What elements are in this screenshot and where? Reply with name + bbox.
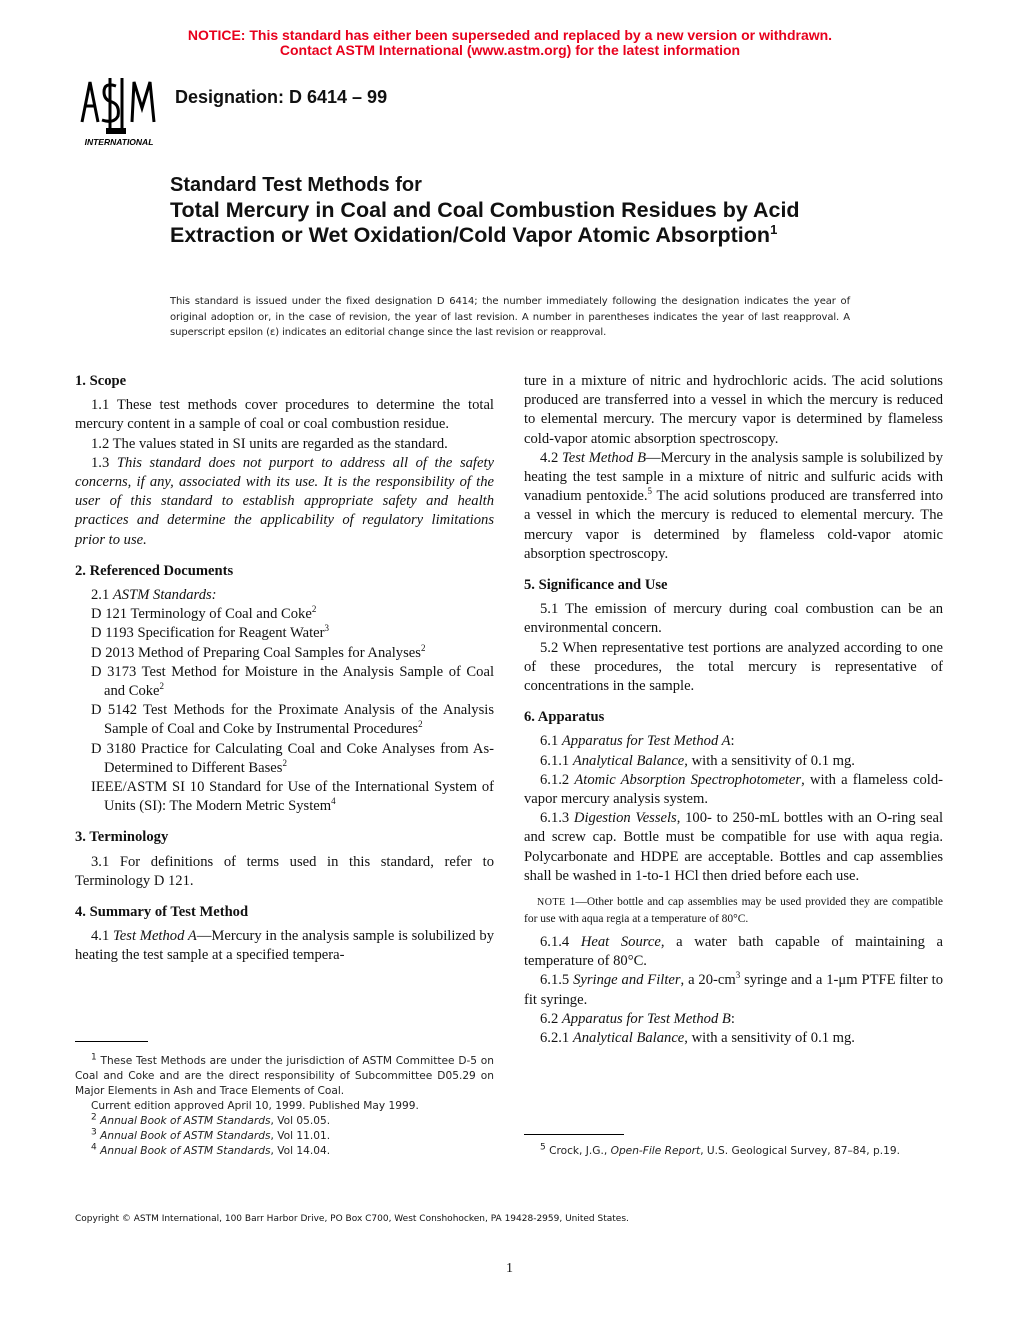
text-run: 5.2 When representative test portions are analyzed according to one of these procedures, the total mercury is representative of concentrations in the sample.	[524, 639, 943, 695]
footnote-ref: 5	[647, 486, 653, 497]
designation: Designation: D 6414 – 99	[175, 87, 388, 107]
document-title	[170, 173, 870, 248]
footnote	[75, 1114, 494, 1129]
footnote	[75, 1054, 494, 1099]
text-run: , Vol 05.05.	[270, 1115, 331, 1127]
text-run: , a 20-cm	[680, 972, 736, 989]
section-heading	[75, 828, 494, 847]
title-main	[170, 198, 870, 248]
footnote-ref: 5	[540, 1142, 546, 1153]
text-run: Crock, J.G.,	[545, 1145, 611, 1157]
footnote-ref: 1	[91, 1052, 97, 1063]
text-run: D 5142 Test Methods for the Proximate Analysis of the Analysis Sample of Coal and Coke by Instrumental Procedures	[91, 702, 494, 738]
section-heading	[75, 372, 494, 391]
paragraph	[75, 605, 494, 624]
text-run: 6.1.4	[540, 934, 581, 951]
paragraph	[75, 454, 494, 550]
text-run: These Test Methods are under the jurisdiction of ASTM Committee D-5 on Coal and Coke and are the direct responsibility of Subcommittee D05.29 on Major Elements in Ash and Trace Elements of Coal.	[75, 1055, 494, 1097]
paragraph	[75, 663, 494, 701]
astm-logo-icon	[76, 72, 162, 148]
paragraph	[524, 933, 943, 971]
paragraph	[75, 927, 494, 965]
paragraph	[75, 778, 494, 816]
footnote	[75, 1144, 494, 1159]
text-run: D 2013 Method of Preparing Coal Samples for Analyses	[91, 644, 421, 661]
footnote-ref: 2	[420, 642, 426, 653]
text-run: D 1193 Specification for Reagent Water	[91, 625, 325, 642]
text-run: 5. Significance and Use	[524, 577, 668, 594]
text-run: Annual Book of ASTM Standards	[100, 1145, 271, 1157]
footnote-ref: 2	[282, 758, 287, 768]
paragraph	[75, 701, 494, 739]
text-run: syringe and a 1-μm PTFE filter to fit syringe.	[524, 972, 943, 1008]
text-run: Annual Book of ASTM Standards	[100, 1115, 271, 1127]
text-run: This standard does not purport to address all of the safety concerns, if any, associated with its use. It is the responsibility of the user of this standard to establish appropriate safety and health practices and determine the applicability of regulatory limitations prior to use.	[75, 454, 494, 548]
footnote-ref: 4	[331, 796, 336, 807]
notice-line-2: Contact ASTM International (www.astm.org) for the latest information	[279, 42, 741, 58]
text-run: ture in a mixture of nitric and hydrochloric acids. The acid solutions produced are transferred into a vessel in which the mercury is reduced to elemental mercury. The mercury vapor is determined by flameless cold-vapor atomic absorption spectroscopy.	[524, 373, 943, 447]
paragraph	[75, 644, 494, 663]
text-run: Analytical Balance	[572, 752, 685, 769]
section-heading	[75, 903, 494, 922]
text-run: Digestion Vessels	[573, 810, 677, 827]
paragraph	[524, 639, 943, 697]
text-run: Analytical Balance	[572, 1030, 685, 1047]
paragraph	[75, 586, 494, 605]
title-line-1: Standard Test Methods for	[170, 174, 422, 196]
note	[524, 894, 943, 927]
text-run: D 121 Terminology of Coal and Coke	[91, 606, 312, 623]
paragraph	[524, 600, 943, 638]
logo-subtext: INTERNATIONAL	[84, 137, 154, 147]
paragraph	[524, 752, 943, 771]
text-run: D 3173 Test Method for Moisture in the Analysis Sample of Coal and Coke	[91, 663, 494, 700]
text-run: , with a flameless cold-vapor mercury analysis system.	[524, 771, 943, 808]
text-run: D 3180 Practice for Calculating Coal and Coke Analyses from As-Determined to Different Bases	[91, 740, 494, 776]
notice-line-1: NOTICE: This standard has either been superseded and replaced by a new version or withdrawn.	[187, 27, 833, 43]
footnotes-left	[75, 1054, 494, 1159]
text-run: Test Method A	[113, 928, 197, 945]
text-run: 6.1.3	[540, 810, 574, 827]
text-run: 6. Apparatus	[524, 709, 605, 726]
text-run: 3.1 For definitions of terms used in this standard, refer to Terminology D 121.	[75, 853, 494, 889]
text-run: , U.S. Geological Survey, 87–84, p.19.	[700, 1145, 900, 1157]
paragraph	[75, 853, 494, 891]
right-column	[524, 372, 943, 1048]
footnote-ref: 3	[91, 1127, 97, 1138]
text-run: Test Method B	[562, 449, 646, 466]
footnote-rule-left	[75, 1041, 148, 1042]
text-run: 1.2 The values stated in SI units are regarded as the standard.	[91, 435, 448, 452]
paragraph	[75, 624, 494, 643]
text-run: :	[730, 733, 735, 750]
text-run: Apparatus for Test Method A	[561, 733, 731, 750]
footnote-ref: 3	[324, 623, 329, 634]
text-run: Apparatus for Test Method B	[561, 1010, 731, 1027]
footnote-ref: 2	[311, 604, 317, 615]
footnote-ref: 4	[91, 1142, 97, 1153]
text-run: ASTM Standards:	[112, 587, 217, 604]
text-run: 1—Other bottle and cap assemblies may be used provided they are compatible for use with aqua regia at a temperature of 80°C.	[524, 896, 943, 926]
paragraph	[524, 372, 943, 449]
text-run: Annual Book of ASTM Standards	[100, 1130, 271, 1142]
text-run: —Mercury in the analysis sample is solubilized by heating the test sample in a mixture of nitric and sulfuric acids with vanadium pentoxide.	[524, 449, 944, 505]
text-run: 6.2.1	[540, 1030, 573, 1047]
footnote-ref: 3	[735, 970, 741, 981]
text-run: 1.1 These test methods cover procedures to determine the total mercury content in a sample of coal or coal combustion residue.	[75, 397, 494, 433]
section-heading	[524, 708, 943, 727]
paragraph	[524, 449, 943, 564]
text-run: 1.3	[91, 454, 117, 471]
text-run: 2. Referenced Documents	[75, 562, 234, 579]
footnote-ref: 2	[418, 719, 423, 730]
text-run: —Mercury in the analysis sample is solubilized by heating the test sample at a specified tempera-	[75, 928, 495, 964]
text-run: Heat Source	[580, 934, 661, 951]
text-run: , with a sensitivity of 0.1 mg.	[684, 752, 855, 769]
paragraph	[75, 435, 494, 454]
text-run: , Vol 11.01.	[270, 1130, 331, 1142]
paragraph	[75, 740, 494, 778]
text-run: Open-File Report	[610, 1145, 701, 1157]
text-run: :	[730, 1010, 735, 1027]
paragraph	[524, 971, 943, 1009]
footnote-rule-right	[524, 1134, 624, 1135]
text-run: 6.1	[540, 733, 562, 750]
text-run: 4.2	[540, 449, 562, 466]
text-run: 4.1	[91, 928, 114, 945]
text-run: 6.1.5	[540, 972, 574, 989]
footnote-ref: 2	[91, 1112, 97, 1123]
footnotes-right	[524, 1144, 943, 1159]
text-run: 2.1	[91, 587, 113, 604]
section-heading	[524, 576, 943, 595]
text-run: 6.1.2	[540, 771, 575, 788]
text-run: The acid solutions produced are transferred into a vessel in which the mercury is reduced to elemental mercury. The mercury vapor is determined by flameless cold-vapor atomic absorption spectroscopy.	[524, 488, 943, 562]
section-heading	[75, 562, 494, 581]
standard-intro-note: This standard is issued under the fixed designation D 6414; the number immediately following the designation indicates the year of original adoption or, in the case of revision, the year of last revision. A number in parentheses indicates the year of last reapproval. A superscript epsilon (ε) indicates an editorial change since the last revision or reapproval.	[170, 296, 850, 338]
text-run: , with a sensitivity of 0.1 mg.	[684, 1030, 855, 1047]
title-footnote-ref: 1	[770, 221, 778, 237]
text-run: 1. Scope	[75, 373, 127, 389]
text-run: , Vol 14.04.	[270, 1145, 331, 1157]
text-run: IEEE/ASTM SI 10 Standard for Use of the International System of Units (SI): The Modern Metric System	[91, 779, 494, 815]
footnote	[75, 1099, 494, 1114]
text-run: 6.2	[540, 1010, 562, 1027]
left-column	[75, 372, 494, 966]
text-run: 5.1 The emission of mercury during coal combustion can be an environmental concern.	[524, 601, 943, 637]
title-line-2: Total Mercury in Coal and Coal Combustion Residues by Acid Extraction or Wet Oxidation/Cold Vapor Atomic Absorption	[170, 198, 800, 247]
paragraph	[524, 1010, 943, 1029]
text-run: Syringe and Filter	[573, 972, 681, 989]
text-run: Current edition approved April 10, 1999. Published May 1999.	[91, 1100, 419, 1112]
paragraph	[75, 396, 494, 434]
paragraph	[524, 809, 943, 886]
paragraph	[524, 771, 943, 809]
footnote-ref: 2	[159, 681, 165, 692]
text-run: , 100- to 250-mL bottles with an O-ring seal and screw cap. Bottle must be compatible for use with aqua regia. Polycarbonate and HDPE are acceptable. Bottles and cap assemblies shall be washed in 1-to-1 HCl then dried before each use.	[524, 810, 943, 884]
paragraph	[524, 1029, 943, 1048]
text-run: Atomic Absorption Spectrophotometer	[574, 771, 802, 788]
footnote	[75, 1129, 494, 1144]
text-run: 6.1.1	[540, 752, 573, 769]
footnote	[524, 1144, 943, 1159]
page-number: 1	[506, 1261, 513, 1276]
text-run: 3. Terminology	[75, 829, 169, 846]
paragraph	[524, 732, 943, 751]
copyright: Copyright © ASTM International, 100 Barr Harbor Drive, PO Box C700, West Conshohocken, PA 19428-2959, United States.	[75, 1214, 629, 1224]
text-run: 4. Summary of Test Method	[75, 904, 249, 921]
text-run: , a water bath capable of maintaining a temperature of 80°C.	[524, 934, 943, 970]
text-run: NOTE	[537, 897, 566, 909]
